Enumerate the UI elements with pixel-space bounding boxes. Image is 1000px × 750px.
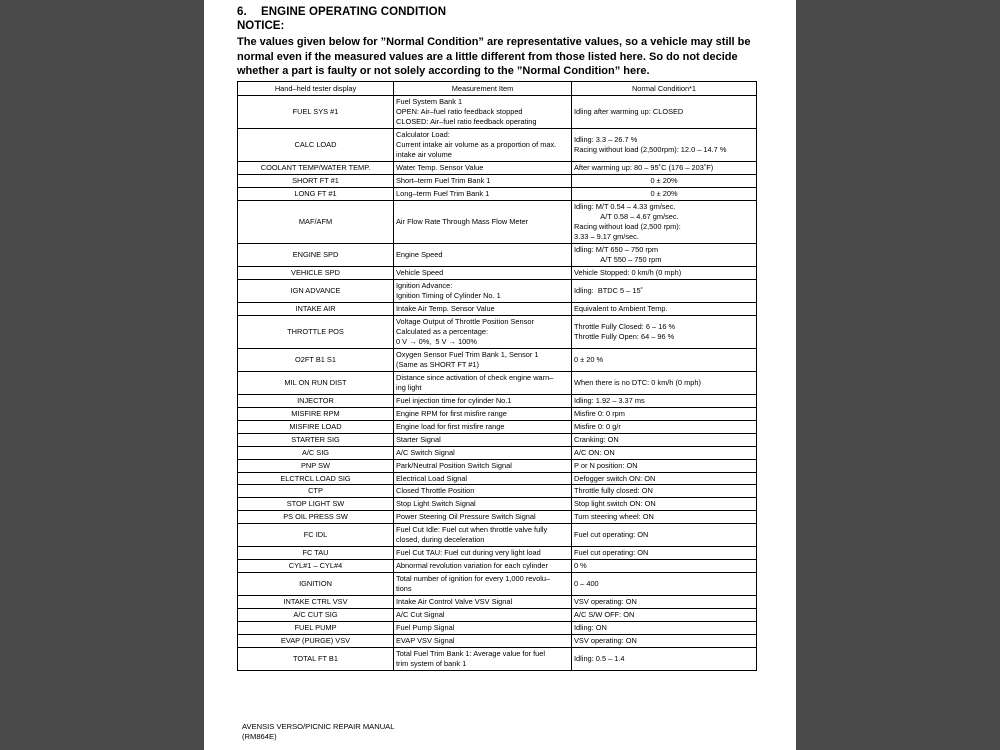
tester-display-cell: MIL ON RUN DIST xyxy=(238,371,394,394)
normal-condition-line: After warming up: 80 – 95˚C (176 – 203˚F) xyxy=(574,162,714,172)
normal-condition-cell xyxy=(572,128,757,161)
manual-page xyxy=(204,0,796,750)
tester-display-cell: FUEL SYS #1 xyxy=(238,96,394,129)
measurement-item-line: Intake Air Control Valve VSV Signal xyxy=(396,597,513,607)
normal-condition-cell xyxy=(572,472,757,485)
table-row xyxy=(238,511,757,524)
normal-condition-cell xyxy=(572,315,757,348)
normal-condition-line: 0 ± 20 % xyxy=(574,354,604,364)
normal-condition-line: P or N position: ON xyxy=(574,460,638,470)
normal-condition-line: A/T 0.58 – 4.67 gm/sec. xyxy=(574,211,679,221)
measurement-item-cell xyxy=(394,560,572,573)
normal-condition-line: Idling: BTDC 5 – 15˚ xyxy=(574,285,644,295)
measurement-item-cell xyxy=(394,279,572,302)
measurement-item-cell xyxy=(394,433,572,446)
tester-display-cell: O2FT B1 S1 xyxy=(238,348,394,371)
table-row xyxy=(238,648,757,671)
table-row xyxy=(238,485,757,498)
normal-condition-cell xyxy=(572,596,757,609)
table-row xyxy=(238,635,757,648)
measurement-item-cell xyxy=(394,511,572,524)
tester-display-cell: ENGINE SPD xyxy=(238,243,394,266)
measurement-item-cell xyxy=(394,371,572,394)
tester-display-cell: STARTER SIG xyxy=(238,433,394,446)
operating-condition-table xyxy=(237,81,757,671)
measurement-item-line: Starter Signal xyxy=(396,434,441,444)
measurement-item-cell xyxy=(394,472,572,485)
table-row xyxy=(238,524,757,547)
page-footer xyxy=(242,722,394,742)
table-row xyxy=(238,302,757,315)
table-row xyxy=(238,407,757,420)
tester-display-cell: A/C SIG xyxy=(238,446,394,459)
normal-condition-line: A/C ON: ON xyxy=(574,447,615,457)
tester-display-cell: INJECTOR xyxy=(238,394,394,407)
measurement-item-line: intake air volume xyxy=(396,149,452,159)
measurement-item-line: Fuel Cut TAU: Fuel cut during very light load xyxy=(396,548,541,558)
tester-display-cell: MISFIRE RPM xyxy=(238,407,394,420)
table-row xyxy=(238,420,757,433)
table-row xyxy=(238,596,757,609)
measurement-item-line: Engine RPM for first misfire range xyxy=(396,408,507,418)
header-measurement-item: Measurement Item xyxy=(394,82,572,96)
normal-condition-cell xyxy=(572,573,757,596)
normal-condition-line: Idling: 1.92 – 3.37 ms xyxy=(574,395,645,405)
table-row xyxy=(238,472,757,485)
table-row xyxy=(238,560,757,573)
measurement-item-cell xyxy=(394,524,572,547)
tester-display-cell: CTP xyxy=(238,485,394,498)
measurement-item-line: Ignition Timing of Cylinder No. 1 xyxy=(396,290,501,300)
measurement-item-line: tions xyxy=(396,584,412,594)
normal-condition-line: 0 % xyxy=(574,561,587,571)
table-row xyxy=(238,161,757,174)
measurement-item-line: 0 V → 0%, 5 V → 100% xyxy=(396,336,477,346)
normal-condition-cell xyxy=(572,524,757,547)
measurement-item-cell xyxy=(394,128,572,161)
normal-condition-cell xyxy=(572,371,757,394)
notice-title: NOTICE: xyxy=(237,20,285,32)
table-row xyxy=(238,573,757,596)
measurement-item-line: (Same as SHORT FT #1) xyxy=(396,359,479,369)
measurement-item-line: Power Steering Oil Pressure Switch Signal xyxy=(396,512,536,522)
normal-condition-cell xyxy=(572,266,757,279)
normal-condition-cell xyxy=(572,407,757,420)
measurement-item-line: Short–term Fuel Trim Bank 1 xyxy=(396,175,491,185)
normal-condition-cell xyxy=(572,433,757,446)
tester-display-cell: ELCTRCL LOAD SIG xyxy=(238,472,394,485)
measurement-item-line: Fuel Pump Signal xyxy=(396,623,455,633)
measurement-item-line: Intake Air Temp. Sensor Value xyxy=(396,303,495,313)
normal-condition-cell xyxy=(572,547,757,560)
table-row xyxy=(238,96,757,129)
measurement-item-cell xyxy=(394,187,572,200)
normal-condition-cell xyxy=(572,187,757,200)
normal-condition-line: Idling: M/T 0.54 – 4.33 gm/sec. xyxy=(574,201,676,211)
normal-condition-line: When there is no DTC: 0 km/h (0 mph) xyxy=(574,377,701,387)
measurement-item-line: Distance since activation of check engine warn– xyxy=(396,372,554,382)
table-row xyxy=(238,446,757,459)
normal-condition-line: 3.33 – 9.17 gm/sec. xyxy=(574,231,639,241)
tester-display-cell: PNP SW xyxy=(238,459,394,472)
measurement-item-line: OPEN: Air–fuel ratio feedback stopped xyxy=(396,106,523,116)
tester-display-cell: TOTAL FT B1 xyxy=(238,648,394,671)
normal-condition-cell xyxy=(572,446,757,459)
normal-condition-line: Racing without load (2,500rpm): 12.0 – 14.7 % xyxy=(574,144,727,154)
tester-display-cell: SHORT FT #1 xyxy=(238,174,394,187)
normal-condition-cell xyxy=(572,459,757,472)
table-header-row xyxy=(238,82,757,96)
measurement-item-line: Calculated as a percentage: xyxy=(396,326,489,336)
table-row xyxy=(238,128,757,161)
normal-condition-cell xyxy=(572,394,757,407)
table-row xyxy=(238,547,757,560)
normal-condition-line: Defogger switch ON: ON xyxy=(574,473,656,483)
normal-condition-cell xyxy=(572,609,757,622)
measurement-item-cell xyxy=(394,394,572,407)
table-row xyxy=(238,266,757,279)
measurement-item-cell xyxy=(394,243,572,266)
header-tester-display: Hand–held tester display xyxy=(238,82,394,96)
normal-condition-line: Idling: ON xyxy=(574,623,607,633)
table-row xyxy=(238,348,757,371)
header-normal-condition: Normal Condition*1 xyxy=(572,82,757,96)
normal-condition-cell xyxy=(572,485,757,498)
measurement-item-cell xyxy=(394,446,572,459)
tester-display-cell: CYL#1 – CYL#4 xyxy=(238,560,394,573)
measurement-item-line: Total number of ignition for every 1,000 revolu– xyxy=(396,574,551,584)
section-number: 6. xyxy=(237,6,247,18)
measurement-item-cell xyxy=(394,498,572,511)
section-heading xyxy=(237,6,446,18)
normal-condition-cell xyxy=(572,279,757,302)
tester-display-cell: STOP LIGHT SW xyxy=(238,498,394,511)
table-body xyxy=(238,96,757,671)
tester-display-cell: CALC LOAD xyxy=(238,128,394,161)
measurement-item-cell xyxy=(394,302,572,315)
measurement-item-line: Engine load for first misfire range xyxy=(396,421,505,431)
measurement-item-line: EVAP VSV Signal xyxy=(396,636,455,646)
measurement-item-line: Stop Light Switch Signal xyxy=(396,499,476,509)
measurement-item-line: Fuel System Bank 1 xyxy=(396,97,463,106)
tester-display-cell: THROTTLE POS xyxy=(238,315,394,348)
normal-condition-line: A/C S/W OFF: ON xyxy=(574,610,635,620)
normal-condition-cell xyxy=(572,174,757,187)
measurement-item-line: CLOSED: Air–fuel ratio feedback operating xyxy=(396,116,537,126)
measurement-item-cell xyxy=(394,609,572,622)
tester-display-cell: PS OIL PRESS SW xyxy=(238,511,394,524)
normal-condition-line: Fuel cut operating: ON xyxy=(574,530,649,540)
measurement-item-cell xyxy=(394,315,572,348)
measurement-item-line: A/C Cut Signal xyxy=(396,610,445,620)
normal-condition-cell xyxy=(572,648,757,671)
normal-condition-line: VSV operating: ON xyxy=(574,636,637,646)
normal-condition-cell xyxy=(572,200,757,243)
normal-condition-line: Fuel cut operating: ON xyxy=(574,548,649,558)
normal-condition-line: Idling after warming up: CLOSED xyxy=(574,106,684,116)
tester-display-cell: LONG FT #1 xyxy=(238,187,394,200)
normal-condition-line: Idling: 0.5 – 1.4 xyxy=(574,654,625,664)
table-row xyxy=(238,243,757,266)
normal-condition-line: VSV operating: ON xyxy=(574,597,637,607)
measurement-item-cell xyxy=(394,596,572,609)
normal-condition-line: Turn steering wheel: ON xyxy=(574,512,654,522)
measurement-item-cell xyxy=(394,96,572,129)
tester-display-cell: FC IDL xyxy=(238,524,394,547)
tester-display-cell: IGNITION xyxy=(238,573,394,596)
tester-display-cell: FUEL PUMP xyxy=(238,622,394,635)
measurement-item-cell xyxy=(394,407,572,420)
measurement-item-line: closed, during deceleration xyxy=(396,535,485,545)
measurement-item-cell xyxy=(394,573,572,596)
table-row xyxy=(238,609,757,622)
normal-condition-cell xyxy=(572,622,757,635)
tester-display-cell: FC TAU xyxy=(238,547,394,560)
normal-condition-line: Throttle Fully Closed: 6 – 16 % xyxy=(574,321,676,331)
normal-condition-line: A/T 550 – 750 rpm xyxy=(574,254,662,264)
normal-condition-line: Vehicle Stopped: 0 km/h (0 mph) xyxy=(574,267,682,277)
notice-text: The values given below for ”Normal Condition” are representative values, so a vehicle may still be normal even if the measured values are a little different from those listed here. So do not decide whether a part is faulty or not solely according to the ”Normal Condition” here. xyxy=(237,36,751,78)
measurement-item-line: Long–term Fuel Trim Bank 1 xyxy=(396,188,490,198)
measurement-item-line: Park/Neutral Position Switch Signal xyxy=(396,460,512,470)
footer-manual-code: (RM864E) xyxy=(242,732,277,741)
table-row xyxy=(238,174,757,187)
normal-condition-line: Stop light switch ON: ON xyxy=(574,499,656,509)
normal-condition-line: Idling: M/T 650 – 750 rpm xyxy=(574,244,659,254)
tester-display-cell: IGN ADVANCE xyxy=(238,279,394,302)
measurement-item-cell xyxy=(394,420,572,433)
normal-condition-cell xyxy=(572,96,757,129)
table-row xyxy=(238,622,757,635)
normal-condition-line: Racing without load (2,500 rpm): xyxy=(574,221,681,231)
measurement-item-line: Current intake air volume as a proportion of max. xyxy=(396,139,557,149)
normal-condition-line: Equivalent to Ambient Temp. xyxy=(574,303,668,313)
tester-display-cell: COOLANT TEMP/WATER TEMP. xyxy=(238,161,394,174)
normal-condition-line: Throttle fully closed: ON xyxy=(574,486,653,496)
measurement-item-cell xyxy=(394,161,572,174)
measurement-item-line: Fuel injection time for cylinder No.1 xyxy=(396,395,512,405)
measurement-item-line: Vehicle Speed xyxy=(396,267,444,277)
normal-condition-line: Misfire 0: 0 g/r xyxy=(574,421,621,431)
measurement-item-cell xyxy=(394,635,572,648)
section-title: ENGINE OPERATING CONDITION xyxy=(261,6,447,18)
measurement-item-cell xyxy=(394,485,572,498)
footer-manual-title: AVENSIS VERSO/PICNIC REPAIR MANUAL xyxy=(242,722,395,731)
measurement-item-line: Engine Speed xyxy=(396,249,443,259)
normal-condition-line: 0 ± 20% xyxy=(650,188,678,198)
measurement-item-line: Ignition Advance: xyxy=(396,280,453,290)
tester-display-cell: VEHICLE SPD xyxy=(238,266,394,279)
measurement-item-line: trim system of bank 1 xyxy=(396,659,467,669)
normal-condition-line: Idling: 3.3 – 26.7 % xyxy=(574,134,638,144)
table-row xyxy=(238,315,757,348)
measurement-item-line: A/C Switch Signal xyxy=(396,447,455,457)
table-row xyxy=(238,498,757,511)
normal-condition-line: Misfire 0: 0 rpm xyxy=(574,408,625,418)
measurement-item-cell xyxy=(394,200,572,243)
normal-condition-line: Cranking: ON xyxy=(574,434,619,444)
table-row xyxy=(238,459,757,472)
tester-display-cell: EVAP (PURGE) VSV xyxy=(238,635,394,648)
measurement-item-line: Oxygen Sensor Fuel Trim Bank 1, Sensor 1 xyxy=(396,349,539,359)
normal-condition-line: Throttle Fully Open: 64 – 96 % xyxy=(574,331,675,341)
normal-condition-cell xyxy=(572,161,757,174)
tester-display-cell: INTAKE AIR xyxy=(238,302,394,315)
measurement-item-cell xyxy=(394,622,572,635)
normal-condition-cell xyxy=(572,560,757,573)
table-row xyxy=(238,200,757,243)
table-row xyxy=(238,187,757,200)
measurement-item-line: Voltage Output of Throttle Position Sensor xyxy=(396,316,534,326)
normal-condition-cell xyxy=(572,420,757,433)
measurement-item-line: Air Flow Rate Through Mass Flow Meter xyxy=(396,216,529,226)
measurement-item-line: Fuel Cut Idle: Fuel cut when throttle valve fully xyxy=(396,525,548,535)
measurement-item-cell xyxy=(394,266,572,279)
measurement-item-line: Electrical Load Signal xyxy=(396,473,468,483)
normal-condition-cell xyxy=(572,348,757,371)
measurement-item-cell xyxy=(394,459,572,472)
normal-condition-line: 0 – 400 xyxy=(574,579,599,589)
tester-display-cell: MISFIRE LOAD xyxy=(238,420,394,433)
measurement-item-cell xyxy=(394,348,572,371)
normal-condition-cell xyxy=(572,243,757,266)
measurement-item-cell xyxy=(394,547,572,560)
table-row xyxy=(238,279,757,302)
table-row xyxy=(238,371,757,394)
measurement-item-line: Calculator Load: xyxy=(396,129,450,139)
measurement-item-line: Total Fuel Trim Bank 1: Average value for fuel xyxy=(396,649,545,659)
table-row xyxy=(238,433,757,446)
table-row xyxy=(238,394,757,407)
tester-display-cell: A/C CUT SIG xyxy=(238,609,394,622)
normal-condition-cell xyxy=(572,635,757,648)
normal-condition-cell xyxy=(572,511,757,524)
normal-condition-line: 0 ± 20% xyxy=(650,175,678,185)
measurement-item-line: Closed Throttle Position xyxy=(396,486,475,496)
normal-condition-cell xyxy=(572,302,757,315)
tester-display-cell: MAF/AFM xyxy=(238,200,394,243)
tester-display-cell: INTAKE CTRL VSV xyxy=(238,596,394,609)
normal-condition-cell xyxy=(572,498,757,511)
measurement-item-cell xyxy=(394,648,572,671)
measurement-item-line: ing light xyxy=(396,382,422,392)
measurement-item-line: Water Temp. Sensor Value xyxy=(396,162,484,172)
measurement-item-cell xyxy=(394,174,572,187)
measurement-item-line: Abnormal revolution variation for each cylinder xyxy=(396,561,548,571)
